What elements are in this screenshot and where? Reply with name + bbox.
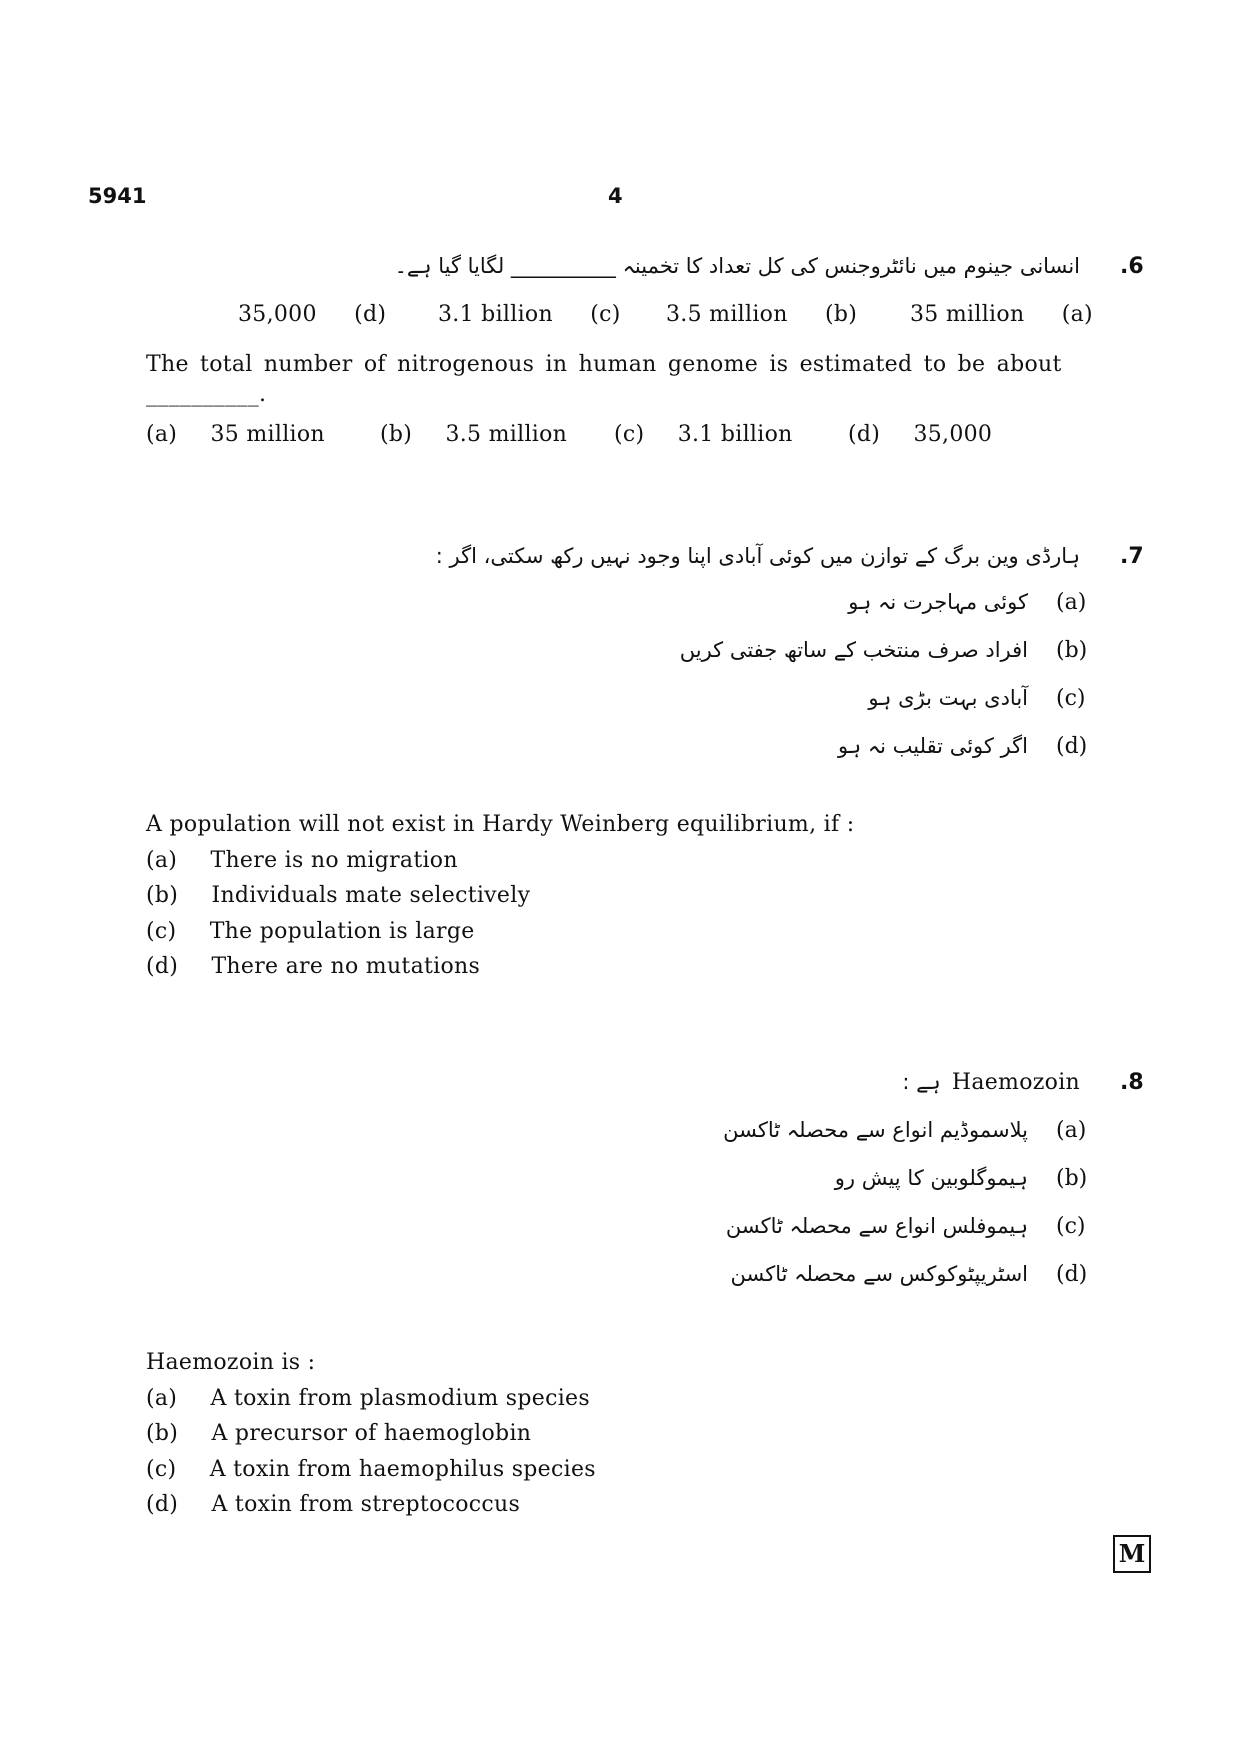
q8-urdu-option-b-text: ہیموگلوبین کا پیش رو bbox=[834, 1166, 1028, 1190]
q7-english-option-a bbox=[146, 848, 458, 873]
q6-english-option-b-label: (b) bbox=[380, 422, 413, 447]
q8-urdu-option-b-label: (b) bbox=[1056, 1166, 1088, 1191]
q8-urdu-option-c-text: ہیموفلس انواع سے محصلہ ٹاکسن bbox=[725, 1214, 1028, 1238]
q8-urdu-option-d-text: اسٹریپٹوکوکس سے محصلہ ٹاکسن bbox=[730, 1262, 1028, 1286]
q7-english-option-b bbox=[146, 883, 530, 908]
q7-urdu-option-b-label: (b) bbox=[1056, 638, 1088, 663]
q6-urdu-stem: انسانی جینوم میں نائٹروجنس کی کل تعداد کا تخمینہ __________ لگایا گیا ہے۔ bbox=[394, 254, 1080, 278]
q6-urdu-option-d bbox=[238, 302, 386, 327]
q6-urdu-option-d-text: 35,000 bbox=[238, 302, 317, 327]
q8-english-option-a-label: (a) bbox=[146, 1386, 178, 1411]
q6-english-option-a-label: (a) bbox=[146, 422, 178, 447]
q7-english-option-c bbox=[146, 919, 475, 944]
paper-code: 5941 bbox=[88, 184, 147, 208]
q6-english-option-c-text: 3.1 billion bbox=[677, 422, 793, 447]
q8-english-option-b bbox=[146, 1421, 531, 1446]
q7-english-option-d-label: (d) bbox=[146, 954, 179, 979]
q7-english-option-b-label: (b) bbox=[146, 883, 179, 908]
q6-urdu-option-d-label: (d) bbox=[354, 302, 387, 327]
q7-english-option-c-text: The population is large bbox=[209, 919, 475, 944]
q6-english-stem: The total number of nitrogenous in human genome is estimated to be about bbox=[146, 352, 1062, 377]
q7-english-option-d-text: There are no mutations bbox=[211, 954, 481, 979]
q7-english-stem: A population will not exist in Hardy Weinberg equilibrium, if : bbox=[146, 812, 855, 837]
q7-urdu-option-a-label: (a) bbox=[1056, 590, 1087, 615]
q7-english-option-c-label: (c) bbox=[146, 919, 177, 944]
q7-urdu-option-a-text: کوئی مہاجرت نہ ہو bbox=[848, 590, 1028, 614]
q8-english-option-a-text: A toxin from plasmodium species bbox=[210, 1386, 590, 1411]
q6-urdu-option-c bbox=[438, 302, 621, 327]
q8-urdu-option-d-label: (d) bbox=[1056, 1262, 1088, 1287]
q7-urdu-option-c-text: آبادی بہت بڑی ہو bbox=[868, 686, 1028, 710]
q8-urdu-stem-term: Haemozoin bbox=[951, 1070, 1080, 1095]
q8-urdu-option-a-text: پلاسموڈیم انواع سے محصلہ ٹاکسن bbox=[723, 1118, 1028, 1142]
page-number: 4 bbox=[608, 184, 623, 208]
q7-english-option-b-text: Individuals mate selectively bbox=[211, 883, 531, 908]
q8-urdu-stem-suffix: : ہے bbox=[902, 1070, 941, 1094]
q8-english-option-b-text: A precursor of haemoglobin bbox=[211, 1421, 532, 1446]
q8-urdu-option-a-label: (a) bbox=[1056, 1118, 1087, 1143]
q8-urdu-option-c-label: (c) bbox=[1056, 1214, 1086, 1239]
q6-urdu-option-b bbox=[666, 302, 857, 327]
q6-urdu-option-a bbox=[910, 302, 1093, 327]
q6-urdu-option-b-label: (b) bbox=[825, 302, 858, 327]
q6-english-option-d-text: 35,000 bbox=[913, 422, 993, 447]
q8-english-option-d bbox=[146, 1492, 520, 1517]
q6-urdu-option-b-text: 3.5 million bbox=[666, 302, 788, 327]
q7-english-option-a-text: There is no migration bbox=[210, 848, 458, 873]
q6-urdu-option-c-label: (c) bbox=[590, 302, 621, 327]
q8-number: .8 bbox=[1120, 1070, 1144, 1095]
q6-urdu-option-c-text: 3.1 billion bbox=[438, 302, 553, 327]
q8-english-option-c-text: A toxin from haemophilus species bbox=[209, 1457, 596, 1482]
q8-english-option-b-label: (b) bbox=[146, 1421, 179, 1446]
q8-english-option-a bbox=[146, 1386, 590, 1411]
q7-english-option-d bbox=[146, 954, 480, 979]
q7-urdu-option-d-text: اگر کوئی تقلیب نہ ہو bbox=[838, 734, 1028, 758]
q6-english-option-c-label: (c) bbox=[614, 422, 645, 447]
q7-urdu-option-b-text: افراد صرف منتخب کے ساتھ جفتی کریں bbox=[679, 638, 1028, 662]
q6-english-option-d-label: (d) bbox=[848, 422, 881, 447]
q7-urdu-stem: ہارڈی وین برگ کے توازن میں کوئی آبادی اپنا وجود نہیں رکھ سکتی، اگر : bbox=[435, 544, 1080, 568]
q6-english-option-d bbox=[848, 422, 992, 447]
q7-urdu-option-d-label: (d) bbox=[1056, 734, 1088, 759]
q8-english-option-d-text: A toxin from streptococcus bbox=[211, 1492, 521, 1517]
q6-english-option-a-text: 35 million bbox=[210, 422, 325, 447]
q8-urdu-stem bbox=[902, 1070, 1080, 1095]
q6-urdu-option-a-text: 35 million bbox=[910, 302, 1025, 327]
q8-english-stem: Haemozoin is : bbox=[146, 1350, 316, 1375]
q6-english-option-b bbox=[380, 422, 567, 447]
q7-urdu-option-c-label: (c) bbox=[1056, 686, 1086, 711]
q8-english-option-d-label: (d) bbox=[146, 1492, 179, 1517]
q6-number: .6 bbox=[1120, 254, 1144, 279]
q6-urdu-option-a-label: (a) bbox=[1061, 302, 1093, 327]
q7-number: .7 bbox=[1120, 544, 1144, 569]
q6-english-blank: __________. bbox=[146, 382, 267, 407]
q6-english-option-a bbox=[146, 422, 325, 447]
q7-english-option-a-label: (a) bbox=[146, 848, 178, 873]
medium-mark-badge: M bbox=[1113, 1535, 1151, 1573]
q6-english-option-c bbox=[614, 422, 793, 447]
q6-english-option-b-text: 3.5 million bbox=[445, 422, 568, 447]
q8-english-option-c bbox=[146, 1457, 596, 1482]
q8-english-option-c-label: (c) bbox=[146, 1457, 177, 1482]
